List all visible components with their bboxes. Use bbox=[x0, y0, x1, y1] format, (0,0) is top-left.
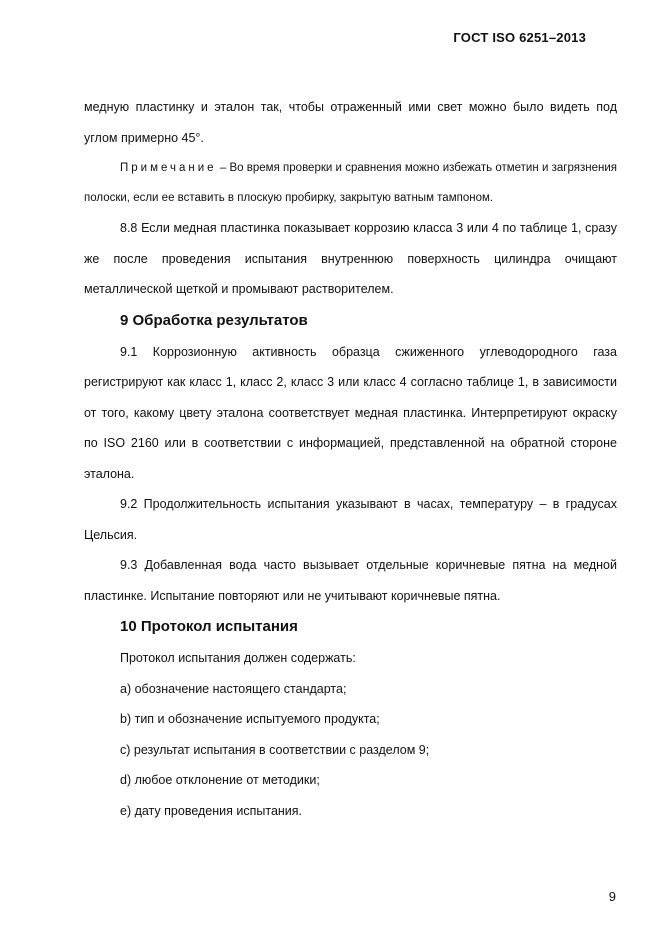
section-9-heading: 9 Обработка результатов bbox=[120, 311, 308, 329]
note-text: – Во время проверки и сравнения можно избежать отметин и загрязнения полоски, если ее вставить в плоскую пробирку, закрытую ватным тампоном. bbox=[84, 162, 617, 204]
paragraph-9-1: 9.1 Коррозионную активность образца сжиженного углеводородного газа регистрируют как класс 1, класс 2, класс 3 или класс 4 согласно таблице 1, в зависимости от того, какому цвету эталона соответствует медная пластинка. Интерпретируют окраску по ISO 2160 или в соответствии с информацией, представленной на обратной стороне эталона. bbox=[84, 344, 617, 481]
paragraph-continuation: медную пластинку и эталон так, чтобы отраженный ими свет можно было видеть под углом примерно 45°. bbox=[84, 100, 617, 145]
document-header: ГОСТ ISO 6251–2013 bbox=[453, 30, 586, 45]
list-item-d: d) любое отклонение от методики; bbox=[120, 773, 320, 787]
section-10-heading: 10 Протокол испытания bbox=[120, 618, 298, 635]
page-number: 9 bbox=[608, 889, 616, 904]
paragraph-9-3: 9.3 Добавленная вода часто вызывает отдельные коричневые пятна на медной пластинке. Испытание повторяют или не учитывают коричневые пятна. bbox=[84, 558, 617, 603]
list-item-a: a) обозначение настоящего стандарта; bbox=[120, 681, 347, 696]
paragraph-9-2: 9.2 Продолжительность испытания указывают в часах, температуру – в градусах Цельсия. bbox=[84, 497, 617, 542]
page-content bbox=[84, 92, 617, 826]
list-item-e: e) дату проведения испытания. bbox=[120, 803, 303, 818]
paragraph-8-8: 8.8 Если медная пластинка показывает коррозию класса 3 или 4 по таблице 1, сразу же после проведения испытания внутреннюю поверхность цилиндра очищают металлической щеткой и промывают растворителем. bbox=[84, 221, 617, 296]
note-label: Примечание bbox=[120, 162, 217, 174]
note-paragraph bbox=[84, 153, 617, 213]
list-item-c: c) результат испытания в соответствии с разделом 9; bbox=[120, 742, 430, 757]
list-item-b: b) тип и обозначение испытуемого продукта; bbox=[120, 712, 380, 726]
paragraph-10-intro: Протокол испытания должен содержать: bbox=[120, 651, 356, 665]
